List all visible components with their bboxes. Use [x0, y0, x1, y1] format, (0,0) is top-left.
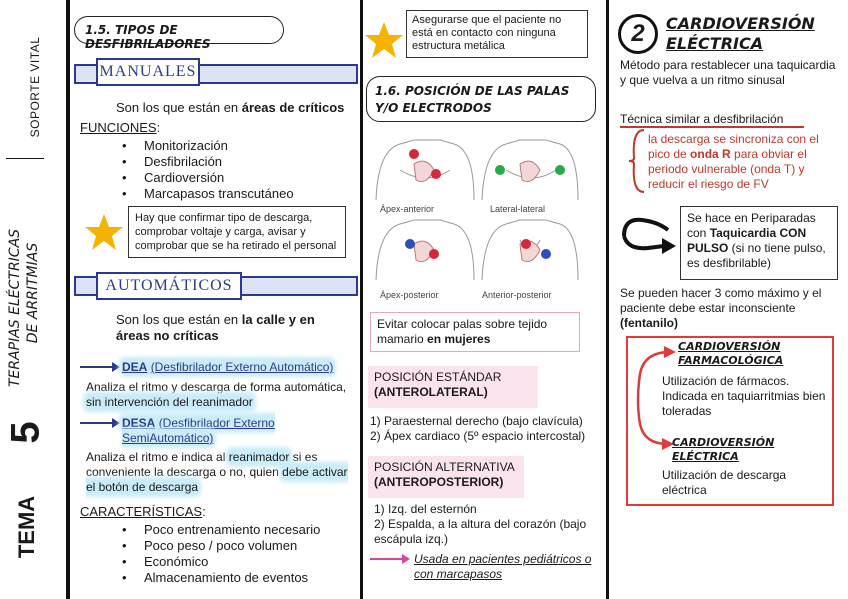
similar-technique: Técnica similar a desfibrilación — [620, 112, 784, 126]
figure-label-apex-anterior: Ápex-anterior — [380, 204, 435, 214]
dea-label: DEA (Desfibrilador Externo Automático) — [122, 360, 334, 374]
figure-label-lateral-lateral: Lateral-lateral — [490, 204, 546, 214]
posicion-alternativa-note: Usada en pacientes pediátricos o con marcapasos — [414, 552, 592, 581]
max-descargas: Se pueden hacer 3 como máximo y el paciente debe estar inconsciente (fentanilo) — [620, 286, 822, 330]
automaticos-header-label: AUTOMÁTICOS — [96, 272, 242, 300]
star-icon — [84, 212, 124, 252]
avoid-breast-note: Evitar colocar palas sobre tejido mamario en mujeres — [370, 312, 580, 352]
divider-right — [606, 0, 609, 599]
funciones-list — [122, 138, 342, 202]
star-icon — [364, 20, 404, 60]
section-number-badge: 2 — [618, 14, 658, 54]
section-title-palas: 1.6. POSICIÓN DE LAS PALAS Y/O ELECTRODOS — [366, 76, 596, 122]
list-item: 1) Izq. del esternón — [374, 502, 477, 516]
caracteristicas-list — [122, 522, 352, 586]
arrow-pink-head-icon — [402, 554, 410, 564]
posicion-alternativa-list — [374, 502, 604, 547]
figure-label-apex-posterior: Ápex-posterior — [380, 290, 439, 300]
list-item: • Desfibrilación — [122, 154, 342, 170]
manuales-note: Hay que confirmar tipo de descarga, comprobar voltaje y carga, avisar y comprobar que se ha retirado el personal — [128, 206, 346, 258]
section-title-cardioversion-1: CARDIOVERSIÓN — [666, 14, 815, 33]
manuales-header-label: MANUALES — [96, 58, 200, 86]
sidebar-divider — [6, 158, 44, 159]
tema-number: 5 — [3, 421, 48, 444]
manuales-intro: Son los que están en áreas de críticos — [116, 100, 345, 115]
arrow-dea-head-icon — [112, 362, 120, 372]
list-item: 2) Ápex cardiaco (5º espacio intercostal) — [370, 429, 586, 443]
arrow-desa-head-icon — [112, 418, 120, 428]
curved-arrow-icon — [618, 212, 678, 256]
list-item: • Poco peso / poco volumen — [122, 538, 352, 554]
posicion-estandar-list — [370, 414, 610, 444]
list-item: • Cardioversión — [122, 170, 342, 186]
list-item: • Monitorización — [122, 138, 342, 154]
caracteristicas-label: CARACTERÍSTICAS: — [80, 504, 206, 519]
bracket-icon — [628, 128, 648, 194]
sidebar — [0, 0, 66, 599]
list-item: 2) Espalda, a la altura del corazón (bajo escápula izq.) — [374, 517, 587, 546]
metal-contact-note: Asegurarse que el paciente no está en contacto con ninguna estructura metálica — [406, 10, 588, 58]
desa-label: DESA (Desfibrilador Externo SemiAutomático) — [122, 416, 275, 445]
sync-explanation: la descarga se sincroniza con el pico de onda R para obviar el periodo vulnerable (onda T) y reducir el riesgo de FV — [648, 132, 819, 191]
list-item: • Almacenamiento de eventos — [122, 570, 352, 586]
desa-description: Analiza el ritmo e indica al reanimador si es conveniente la descarga o no, quien debe activar el botón de descarga — [86, 450, 348, 494]
dea-description: Analiza el ritmo y descarga de forma automática, sin intervención del reanimador — [86, 380, 347, 409]
tema-label: TEMA — [14, 495, 39, 559]
cardioversion-farmacologica-desc: Utilización de fármacos. Indicada en taquiarritmias bien toleradas — [662, 374, 826, 418]
list-item: • Económico — [122, 554, 352, 570]
periparada-box: Se hace en Periparadas con Taquicardia CON PULSO (si no tiene pulso, es desfibrilable) — [680, 206, 838, 280]
sidebar-hand-title-1: TERAPIAS ELÉCTRICAS — [7, 228, 23, 388]
cardioversion-electrica-title: CARDIOVERSIÓN ELÉCTRICA — [672, 436, 775, 463]
automaticos-intro: Son los que están en la calle y en áreas no críticas — [116, 312, 315, 343]
cardioversion-definition: Método para restablecer una taquicardia y que vuelva a un ritmo sinusal — [620, 58, 836, 87]
section-title-tipos: 1.5. TIPOS DE DESFIBRILADORES — [74, 16, 284, 44]
sidebar-title-top: SOPORTE VITAL — [28, 36, 42, 138]
posicion-alternativa-sub: (ANTEROPOSTERIOR) — [374, 475, 504, 489]
cardioversion-farmacologica-title: CARDIOVERSIÓN FARMACOLÓGICA — [678, 340, 784, 367]
divider-middle — [360, 0, 363, 599]
figure-label-anterior-posterior: Anterior-posterior — [482, 290, 552, 300]
arrow-pink-icon — [370, 558, 404, 560]
divider-left — [66, 0, 70, 599]
list-item: • Poco entrenamiento necesario — [122, 522, 352, 538]
posicion-alternativa-title: POSICIÓN ALTERNATIVA — [374, 460, 515, 474]
cardioversion-electrica-desc: Utilización de descarga eléctrica — [662, 468, 787, 497]
funciones-label: FUNCIONES: — [80, 120, 161, 135]
section-title-cardioversion-2: ELÉCTRICA — [666, 34, 764, 53]
list-item: • Marcapasos transcutáneo — [122, 186, 342, 202]
posicion-estandar-sub: (ANTEROLATERAL) — [374, 385, 488, 399]
sidebar-hand-title-2: DE ARRITMIAS — [25, 242, 41, 344]
posicion-estandar-box — [368, 366, 538, 408]
posicion-alternativa-box — [368, 456, 524, 498]
list-item: 1) Paraesternal derecho (bajo clavícula) — [370, 414, 583, 428]
electrode-positions-figure — [370, 130, 580, 306]
posicion-estandar-title: POSICIÓN ESTÁNDAR — [374, 370, 502, 384]
